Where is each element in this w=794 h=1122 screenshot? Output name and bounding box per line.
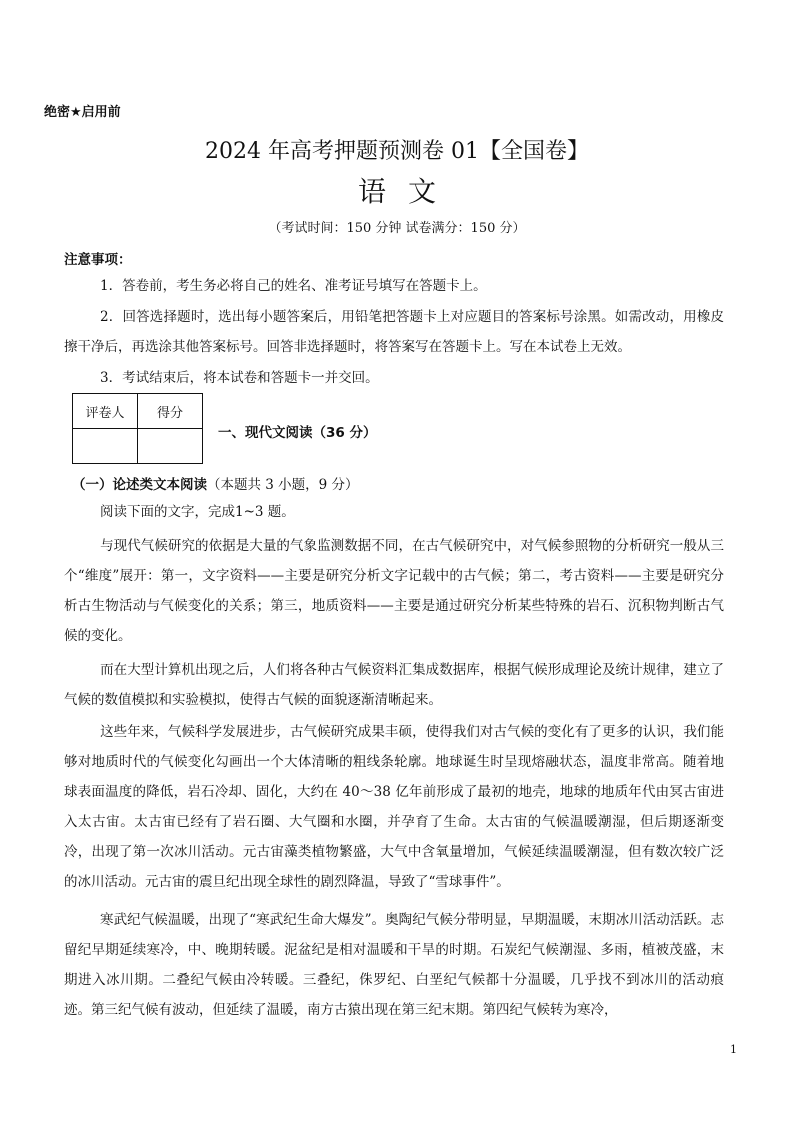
reading-instruction: 阅读下面的文字，完成1~3 题。 xyxy=(100,504,295,520)
score-header: 得分 xyxy=(138,394,203,429)
exam-time-info: （考试时间：150 分钟 试卷满分：150 分） xyxy=(268,221,526,236)
subsection-note: （本题共 3 小题，9 分） xyxy=(207,477,359,493)
section-title: 一、现代文阅读（36 分） xyxy=(218,425,377,441)
subsection-title: （一）论述类文本阅读 xyxy=(72,477,207,493)
page-number: 1 xyxy=(730,1043,737,1056)
passage-paragraph-2: 而在大型计算机出现之后，人们将各种古气候资料汇集成数据库，根据气候形成理论及统计规律，建立了气候的数值模拟和实验模拟，使得古气候的面貌逐渐清晰起来。 xyxy=(64,662,724,708)
subsection-heading xyxy=(72,473,359,493)
subject-title: 语文 xyxy=(357,175,458,208)
passage-paragraph-1: 与现代气候研究的依据是大量的气象监测数据不同，在古气候研究中，对气候参照物的分析研究一般从三个“维度”展开：第一，文字资料——主要是研究分析文字记载中的古气候；第二，考古资料——主要是研究分析古生物活动与气候变化的关系；第三，地质资料——主要是通过研究分析某些特殊的岩石、沉积物判断古气候的变化。 xyxy=(64,538,724,644)
exam-title: 2024 年高考押题预测卷 01【全国卷】 xyxy=(205,139,589,164)
notice-item-3: 3．考试结束后，将本试卷和答题卡一并交回。 xyxy=(100,370,379,386)
secret-mark: 绝密★启用前 xyxy=(44,105,121,120)
grader-cell xyxy=(73,429,138,464)
passage-paragraph-3: 这些年来，气候科学发展进步，古气候研究成果丰硕，使得我们对古气候的变化有了更多的认识，我们能够对地质时代的气候变化勾画出一个大体清晰的粗线条轮廓。地球诞生时呈现熔融状态，温度非常高。随着地球表面温度的降低，岩石冷却、固化，大约在 40～38 亿年前形成了最初的地壳，地球的地质年代由冥古宙进入太古宙。太古宙已经有了岩石圈、大气圈和水圈，并孕育了生命。太古宙的气候温暖潮湿，但后期逐渐变冷，出现了第一次冰川活动。元古宙藻类植物繁盛，大气中含氧量增加，气候延续温暖潮湿，但有数次较广泛的冰川活动。元古宙的震旦纪出现全球性的剧烈降温，导致了“雪球事件”。 xyxy=(64,724,724,890)
score-cell xyxy=(138,429,203,464)
grader-header: 评卷人 xyxy=(73,394,138,429)
notice-item-2: 2．回答选择题时，选出每小题答案后，用铅笔把答题卡上对应题目的答案标号涂黑。如需改动，用橡皮擦干净后，再选涂其他答案标号。回答非选择题时，将答案写在答题卡上。写在本试卷上无效。 xyxy=(64,309,724,355)
grader-table xyxy=(72,393,203,464)
notice-item-1: 1．答卷前，考生务必将自己的姓名、准考证号填写在答题卡上。 xyxy=(100,278,487,294)
passage-paragraph-4: 寒武纪气候温暖，出现了“寒武纪生命大爆发”。奥陶纪气候分带明显，早期温暖，末期冰川活动活跃。志留纪早期延续寒冷，中、晚期转暖。泥盆纪是相对温暖和干旱的时期。石炭纪气候潮湿、多雨，植被茂盛，末期进入冰川期。二叠纪气候由冷转暖。三叠纪，侏罗纪、白垩纪气候都十分温暖，几乎找不到冰川的活动痕迹。第三纪气候有波动，但延续了温暖，南方古猿出现在第三纪末期。第四纪气候转为寒冷， xyxy=(64,912,724,1018)
notice-heading: 注意事项： xyxy=(64,252,132,268)
